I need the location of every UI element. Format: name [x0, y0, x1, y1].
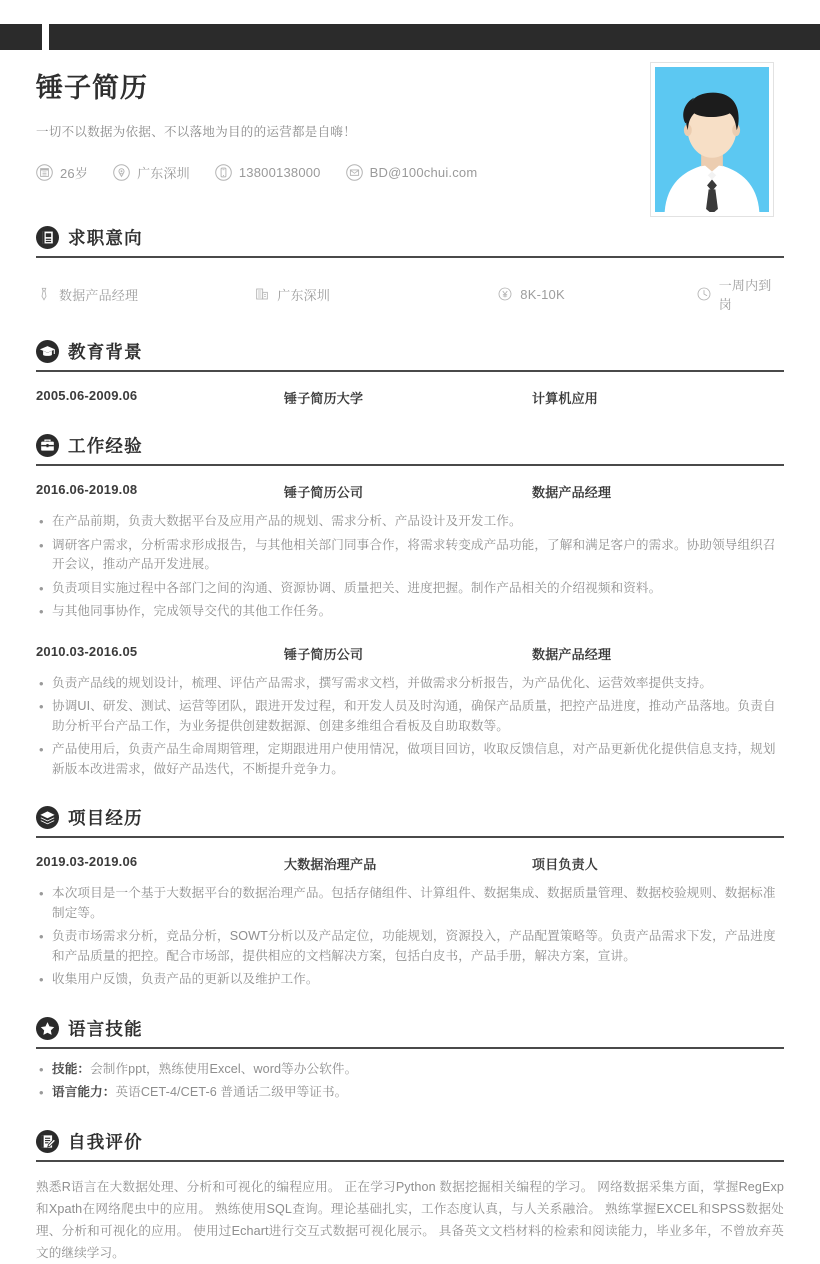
- work-role: 数据产品经理: [532, 646, 612, 662]
- intention-salary-text: 8K-10K: [520, 286, 565, 302]
- section-divider: [36, 836, 784, 838]
- job-intention-row: [36, 275, 784, 313]
- section-divider: [36, 370, 784, 372]
- list-item-text: 在产品前期，负责大数据平台及应用产品的规划、需求分析、产品设计及开发工作。: [52, 514, 522, 528]
- contact-email: [346, 164, 478, 181]
- document-badge-icon: [36, 226, 59, 249]
- section-self-evaluation: [0, 1129, 820, 1264]
- list-item-text: [52, 1060, 784, 1080]
- project-role: 项目负责人: [532, 857, 599, 872]
- work-entry-row: [36, 482, 784, 501]
- section-title: 求职意向: [68, 228, 143, 248]
- section-divider: [36, 464, 784, 466]
- project-entry-row: [36, 854, 784, 873]
- section-header: [36, 1129, 784, 1158]
- bullet-dot-icon: •: [39, 604, 44, 619]
- intention-salary: [497, 275, 695, 313]
- project-period: 2019.03-2019.06: [36, 854, 138, 869]
- intention-availability: [696, 275, 784, 313]
- tagline: 一切不以数据为依据、不以落地为目的的运营都是自嗨！: [36, 125, 357, 140]
- avatar-image: [655, 67, 769, 212]
- education-period: 2005.06-2009.06: [36, 388, 138, 403]
- briefcase-icon: [36, 434, 59, 457]
- building-icon: [254, 286, 270, 302]
- list-item: [36, 1083, 784, 1103]
- list-item: [36, 927, 784, 966]
- list-item: [36, 536, 784, 575]
- list-item-text: 负责产品线的规划设计，梳理、评估产品需求，撰写需求文档，并做需求分析报告，为产品优化、运营效率提供支持。: [52, 675, 713, 690]
- bullet-dot-icon: •: [39, 929, 44, 944]
- list-item: [36, 674, 784, 694]
- project-bullet-list: [36, 884, 784, 990]
- contact-phone: [215, 164, 321, 181]
- list-item-label: 语言能力：: [52, 1085, 116, 1099]
- contact-phone-text: 13800138000: [238, 165, 321, 181]
- list-item: [36, 970, 784, 990]
- project-name: 大数据治理产品: [284, 857, 377, 872]
- intention-position: [36, 275, 254, 313]
- bullet-dot-icon: •: [39, 1061, 44, 1077]
- bullet-dot-icon: •: [39, 537, 44, 553]
- section-title: 自我评价: [68, 1131, 143, 1152]
- section-title: 教育背景: [68, 342, 143, 362]
- list-item-text: 收集用户反馈，负责产品的更新以及维护工作。: [52, 972, 319, 986]
- list-item: [36, 579, 784, 599]
- bullet-dot-icon: •: [39, 514, 44, 529]
- layers-icon: [36, 806, 59, 829]
- section-language-skills: [0, 1016, 820, 1103]
- list-item-text: 负责市场需求分析，竞品分析，SOWT分析以及产品定位，功能规划，资源投入，产品配置策略等。负责产品需求下发，产品进度和产品质量的把控。配合市场部，提供相应的文档解决方案，包括白皮书，产品手册，解决方案，宣讲。: [52, 929, 776, 963]
- work-bullet-list: [36, 512, 784, 622]
- list-item-label: 技能：: [52, 1061, 91, 1076]
- list-item: [36, 512, 784, 532]
- list-item-text: 与其他同事协作，完成领导交代的其他工作任务。: [52, 604, 332, 618]
- section-title: 语言技能: [68, 1018, 143, 1039]
- section-divider: [36, 256, 784, 258]
- intention-city-text: 广东深圳: [277, 287, 331, 303]
- work-company: 锤子简历公司: [284, 485, 364, 500]
- section-header: [36, 1016, 784, 1045]
- necktie-icon: [36, 286, 52, 302]
- list-item-text: 本次项目是一个基于大数据平台的数据治理产品。包括存储组件、计算组件、数据集成、数据质量管理、数据校验规则、数据标准制定等。: [52, 886, 776, 920]
- clock-icon: [696, 286, 712, 302]
- top-bar-stub: [0, 24, 42, 50]
- section-title: 工作经验: [68, 436, 143, 456]
- section-project-experience: [0, 805, 820, 990]
- envelope-icon: [346, 164, 363, 181]
- intention-position-text: 数据产品经理: [59, 287, 139, 303]
- work-bullet-list: [36, 674, 784, 780]
- top-bar-main: [49, 24, 820, 50]
- section-job-intention: [0, 225, 820, 313]
- education-entry-row: [36, 388, 784, 407]
- work-period: 2010.03-2016.05: [36, 643, 138, 659]
- top-decoration-bars: [0, 24, 820, 50]
- list-item: [36, 884, 784, 923]
- section-work-experience: [0, 433, 820, 779]
- section-divider: [36, 1047, 784, 1049]
- education-school: 锤子简历大学: [284, 391, 364, 406]
- graduation-cap-icon: [36, 340, 59, 363]
- contact-age: [36, 163, 88, 182]
- work-role: 数据产品经理: [532, 485, 612, 500]
- list-item-text: 产品使用后，负责产品生命周期管理，定期跟进用户使用情况，做项目回访，收取反馈信息，对产品更新优化提供信息支持，规划新版本改进需求，做好产品迭代，不断提升竞争力。: [52, 742, 776, 776]
- contact-age-text: 26岁: [60, 166, 89, 182]
- identity-header: [0, 50, 820, 225]
- bullet-dot-icon: •: [39, 742, 44, 757]
- list-item-value: 会制作ppt，熟练使用Excel、word等办公软件。: [90, 1061, 358, 1076]
- section-education: [0, 339, 820, 407]
- contact-location: [113, 163, 190, 182]
- calendar-icon: [36, 164, 53, 181]
- list-item-text: 调研客户需求，分析需求形成报告，与其他相关部门同事合作，将需求转变成产品功能，了解和满足客户的需求。协助领导组织召开会议，推动产品开发进展。: [52, 537, 776, 571]
- resume-page: [0, 50, 820, 1264]
- intention-city: [254, 275, 497, 313]
- bullet-dot-icon: •: [39, 972, 44, 987]
- yen-coin-icon: [497, 286, 513, 302]
- avatar: [650, 62, 774, 217]
- bullet-dot-icon: •: [39, 675, 44, 691]
- language-bullet-list: [36, 1060, 784, 1103]
- bullet-dot-icon: •: [39, 1085, 44, 1100]
- list-item: [36, 602, 784, 622]
- list-item: [36, 1060, 784, 1080]
- work-period: 2016.06-2019.08: [36, 482, 138, 497]
- page-title: 锤子简历: [36, 73, 148, 103]
- intention-availability-text: 一周内到岗: [718, 278, 772, 312]
- list-item-text: [52, 1083, 784, 1103]
- list-item-value: 英语CET-4/CET-6 普通话二级甲等证书。: [115, 1085, 348, 1099]
- self-evaluation-text: 熟悉R语言在大数据处理、分析和可视化的编程应用。 正在学习Python 数据挖掘相关编程的学习。 网络数据采集方面，掌握RegExp 和Xpath在网络爬虫中的应用。 熟练使用SQL查询。理论基础扎实，工作态度认真，与人关系融洽。 熟练掌握EXCEL和SPSS数据处理、分析和可视化的应用。 使用过Echart进行交互式数据可视化展示。 具备英文文档材料的检索和阅读能力，毕业多年，不曾放弃英文的继续学习。: [36, 1179, 784, 1260]
- bullet-dot-icon: •: [39, 699, 44, 714]
- section-header: [36, 225, 784, 254]
- bullet-dot-icon: •: [39, 580, 44, 596]
- section-title: 项目经历: [68, 808, 143, 828]
- work-entry-row: [36, 644, 784, 663]
- section-header: [36, 433, 784, 462]
- contact-location-text: 广东深圳: [137, 166, 190, 182]
- work-company: 锤子简历公司: [284, 646, 364, 662]
- location-pin-icon: [113, 164, 130, 181]
- education-major: 计算机应用: [532, 391, 599, 406]
- section-header: [36, 339, 784, 368]
- list-item-text: 协调UI、研发、测试、运营等团队，跟进开发过程，和开发人员及时沟通，确保产品质量，把控产品进度，推动产品落地。负责自助分析平台产品工作，为业务提供创建数据源、创建多维组合看板及自助取数等。: [52, 699, 776, 733]
- bullet-dot-icon: •: [39, 886, 44, 901]
- mobile-phone-icon: [215, 164, 232, 181]
- list-item: [36, 697, 784, 736]
- list-item-text: 负责项目实施过程中各部门之间的沟通、资源协调、质量把关、进度把握。制作产品相关的介绍视频和资料。: [52, 580, 662, 595]
- list-item: [36, 740, 784, 779]
- edit-document-icon: [36, 1130, 59, 1153]
- contact-email-text: BD@100chui.com: [369, 165, 478, 181]
- star-badge-icon: [36, 1017, 59, 1040]
- section-header: [36, 805, 784, 834]
